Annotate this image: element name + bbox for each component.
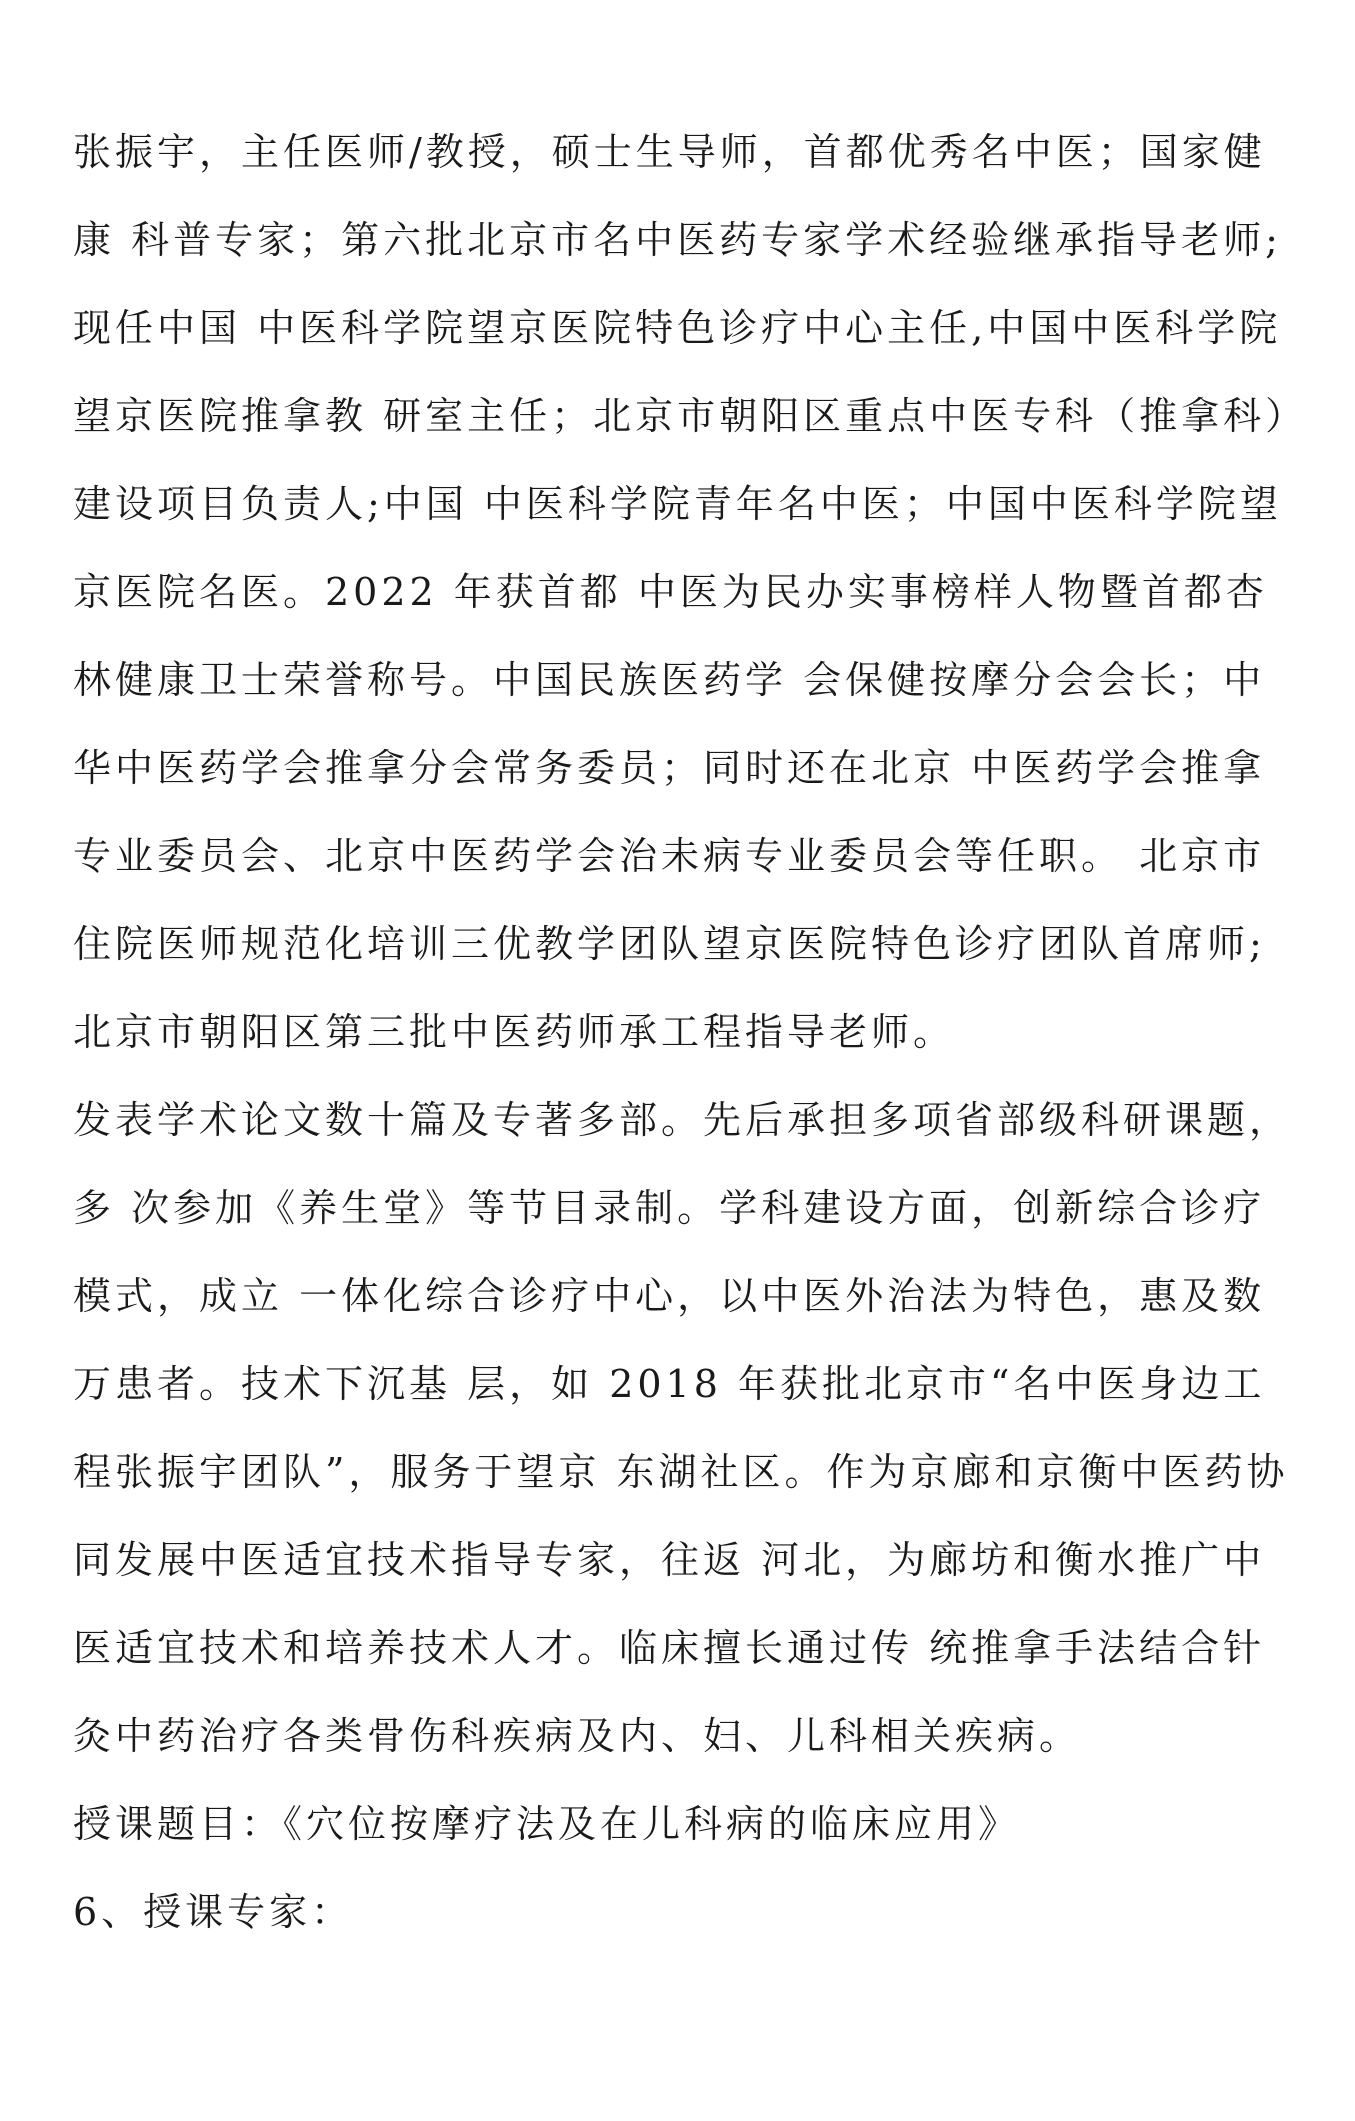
paragraph-line: 中医为民办实事榜样人物暨首都杏林健康卫士荣誉称号。中国民族医药学 [73,570,1268,702]
paragraph-line: 中医药学会推拿专业委员会、北京中医药学会治未病专业委员会等任职。 [73,746,1266,878]
paragraph-line: 发表学术论文数十篇及专著多部。先后承担多项省部级科研课题，多 [73,1098,1292,1230]
paragraph-line: 北京市住院医师规范化培训三优教学团队望京医院特色诊疗团队首席师; [73,834,1266,966]
paragraph-line: 张振宇，主任医师/教授，硕士生导师，首都优秀名中医；国家健康 [73,130,1266,262]
section-heading-paragraph [73,1868,1295,1956]
paragraph-line: 东湖社区。作为京廊和京衡中医药协同发展中医适宜技术指导专家，往返 [73,1450,1289,1582]
paragraph-line: 会保健按摩分会会长；中华中医药学会推拿分会常务委员；同时还在北京 [73,658,1266,790]
course-title-paragraph [73,1780,1295,1868]
document-body [73,108,1295,1956]
paragraph-line: 中医科学院青年名中医；中国中医科学院望京医院名医。2022 年获首都 [73,482,1282,614]
paragraph-line: 统推拿手法结合针灸中药治疗各类骨伤科疾病及内、妇、儿科相关疾病。 [73,1626,1266,1758]
achievements-paragraph [73,1076,1295,1780]
section-heading: 6、授课专家： [73,1890,354,1934]
paragraph-line: 一体化综合诊疗中心，以中医外治法为特色，惠及数万患者。技术下沉基 [73,1274,1266,1406]
course-title: 授课题目：《穴位按摩疗法及在儿科病的临床应用》 [73,1802,1021,1846]
paragraph-line: 次参加《养生堂》等节目录制。学科建设方面，创新综合诊疗模式，成立 [73,1186,1266,1318]
paragraph-line: 河北，为廊坊和衡水推广中医适宜技术和培养技术人才。临床擅长通过传 [73,1538,1266,1670]
paragraph-line: 中医科学院望京医院特色诊疗中心主任,中国中医科学院望京医院推拿教 [73,306,1282,438]
paragraph-line: 科普专家；第六批北京市名中医药专家学术经验继承指导老师;现任中国 [73,218,1282,350]
paragraph-line: 层，如 2018 年获批北京市“名中医身边工程张振宇团队”，服务于望京 [73,1362,1266,1494]
biography-paragraph [73,108,1295,1076]
paragraph-line: 北京市朝阳区第三批中医药师承工程指导老师。 [73,1010,956,1054]
paragraph-line: 研室主任；北京市朝阳区重点中医专科（推拿科）建设项目负责人;中国 [73,394,1289,526]
